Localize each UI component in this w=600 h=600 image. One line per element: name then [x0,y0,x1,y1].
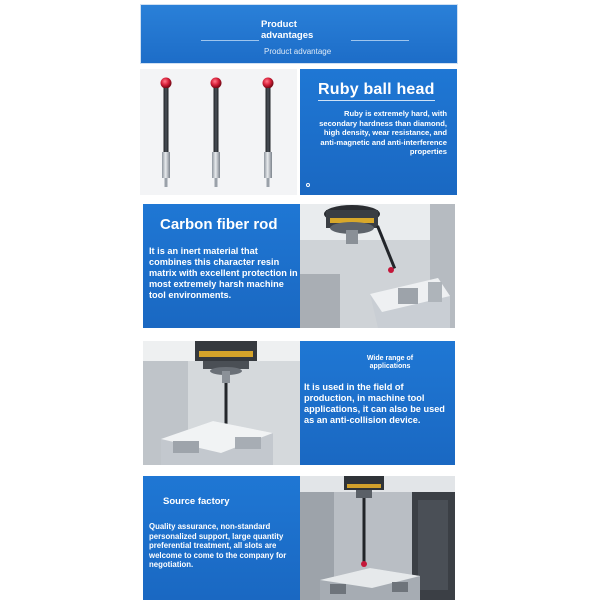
bullet-dot [306,183,310,187]
header-line-right [351,40,409,41]
source-factory-title: Source factory [163,496,230,507]
machine-probe-photo [300,204,455,328]
applications-panel [300,341,455,465]
machine-application-photo [143,341,300,465]
header-line-left [201,40,259,41]
source-factory-text: Quality assurance, non-standard personalized support, large quantity preferential treatment, all slots are welcome to come to the company for negotiation. [149,522,287,569]
ruby-ball-head-title: Ruby ball head [318,81,435,101]
header-subtitle: Product advantage [264,47,332,56]
carbon-fiber-rod-panel [143,204,300,328]
probe-1 [161,78,172,188]
header-title: Product advantages [261,19,314,41]
carbon-fiber-rod-text: It is an inert material that combines this character resin matrix with excellent protection in most extremely harsh machine tool environments. [149,246,298,300]
carbon-fiber-rod-title: Carbon fiber rod [160,216,278,233]
ruby-ball-head-text: Ruby is extremely hard, with secondary hardness than diamond, high density, wear resistance, and anti-magnetic and anti-interference properties [319,109,447,157]
factory-machine-photo [300,476,455,600]
applications-title: Wide range of applications [366,355,414,370]
probe-2 [211,78,222,188]
ruby-ball-head-panel [300,69,457,195]
probe-product-image [140,69,297,195]
applications-text: It is used in the field of production, in machine tool applications, it can also be used as an anti-collision device. [304,382,445,425]
source-factory-panel [143,476,300,600]
probe-3 [263,78,274,188]
header-banner [140,4,458,64]
